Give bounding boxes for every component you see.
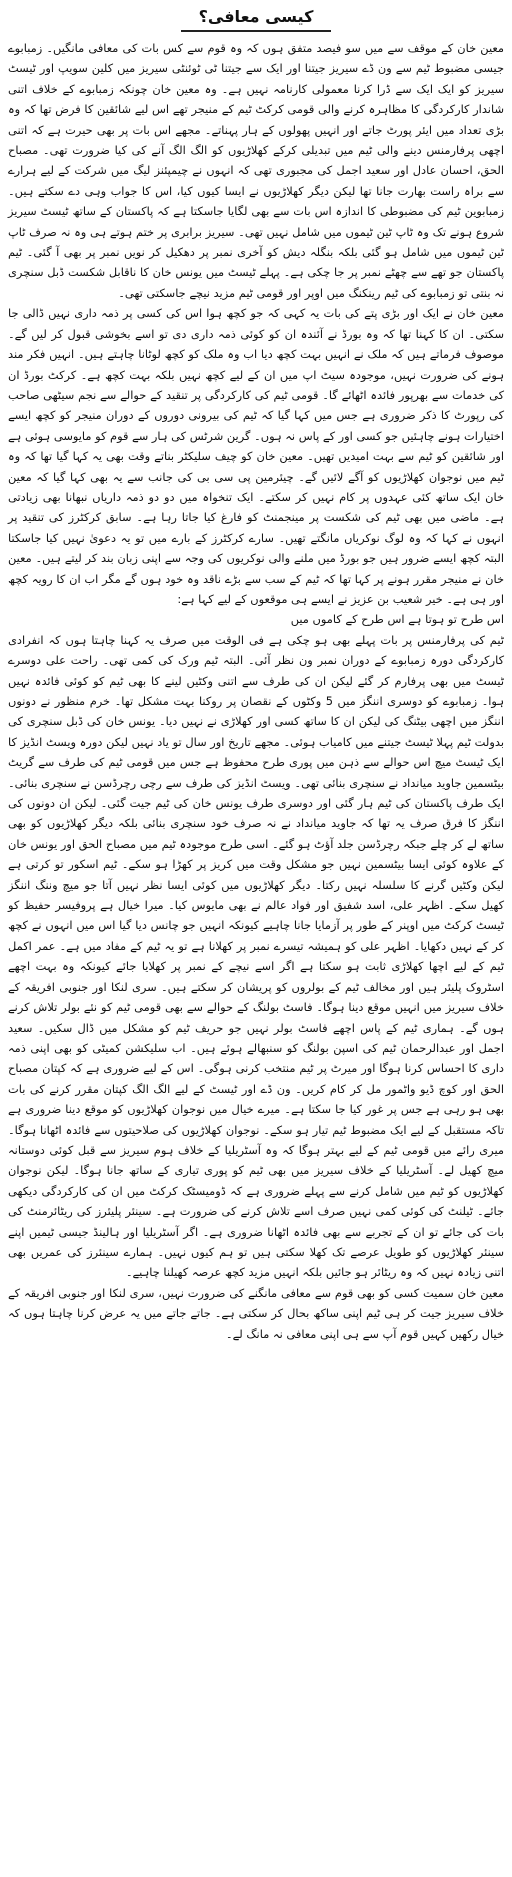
article-body [8,38,504,1344]
article-paragraph: معین خان کے موقف سے میں سو فیصد متفق ہوں کہ وہ قوم سے کس بات کی معافی مانگیں۔ زمبابوے جیسی مضبوط ٹیم سے ون ڈے سیریز جیتنا اور ایک سے جیتنا ٹی ٹوئنٹی سیریز میں کلین سویپ اور ٹیسٹ سیریز کو ایک ایک سے ڈرا کرنا معمولی کارنامہ نہیں ہے۔ وہ معین خان چونکہ زمبابوے کے خلاف اتنی شاندار کارکردگی کا مظاہرہ کرنے والی قومی کرکٹ ٹیم کے منیجر تھے اس لیے شائقین کا فرض تھا کہ وہ بڑی تعداد میں ایئر پورٹ جاتے اور انہیں پھولوں کے ہار پہناتے۔ مجھے اس بات پر بھی حیرت ہے کہ اتنی اچھی پرفارمنس دینے والی ٹیم میں تبدیلی کرکے کھلاڑیوں کو الگ الگ آنے کی کیا ضرورت تھی۔ مصباح الحق، احسان عادل اور سعید اجمل کی مجبوری تھی کہ انہوں نے چیمپئنز لیگ میں شرکت کے لیے ہرارے سے براہ راست بھارت جانا تھا لیکن دیگر کھلاڑیوں نے ایسا کیوں کیا، اس کا جواب وہی دے سکتے ہیں۔ زمبابوین ٹیم کی مضبوطی کا اندازہ اس بات سے بھی لگایا جاسکتا ہے کہ پاکستان کے ساتھ ٹیسٹ سیریز شروع ہونے تک وہ ٹاپ ٹین ٹیموں میں شامل نہیں تھی۔ سیریز برابری پر ختم ہوتے ہی وہ نہ صرف ٹاپ ٹین ٹیموں میں شامل ہو گئی بلکہ بنگلہ دیش کو آخری نمبر پر دھکیل کر نویں نمبر پر بھی آ گئی۔ ٹیم پاکستان جو تھے سے چھٹے نمبر پر جا چکی ہے۔ پہلے ٹیسٹ میں یونس خان کا ناقابل شکست ڈبل سنچری نہ بنتی تو زمبابوے کی ٹیم رینکنگ میں اوپر اور قومی ٹیم مزید نیچے جاسکتی تھی۔ [8,41,504,300]
article-paragraph: معین خان نے ایک اور بڑی پتے کی بات یہ کہی کہ جو کچھ ہوا اس کی کسی پر ذمہ داری نہیں ڈالی جا سکتی۔ ان کا کہنا تھا کہ وہ بورڈ نے آئندہ ان کو کوئی ذمہ داری دی تو اسے بخوشی قبول کر لیں گے۔ موصوف فرماتے ہیں کہ ملک نے انہیں بہت کچھ دیا اب وہ ملک کو کچھ لوٹانا چاہتے ہیں۔ انہیں فکر مند ہونے کی ضرورت نہیں، موجودہ سیٹ اپ میں ان کے لیے کچھ نہیں بلکہ بہت کچھ ہے۔ کرکٹ بورڈ ان کی خدمات سے بھرپور فائدہ اٹھائے گا۔ قومی ٹیم کی کارکردگی پر تنقید کے حوالے سے نجم سیٹھی صاحب کی رپورٹ کا ذکر ضروری ہے جس میں کہا گیا کہ ٹیم کی بیرونی دوروں کے دوران منیجر کو کچھ ایسے اختیارات ہونے چاہئیں جو کسی اور کے پاس نہ ہوں۔ گرین شرٹس کی ہار سے قوم کو مایوسی ہوئی ہے اور شائقین کو ٹیم سے بہت امیدیں تھیں۔ معین خان کو چیف سلیکٹر بناتے وقت بھی یہ کہا گیا تھا کہ وہ ٹیم میں نوجوان کھلاڑیوں کو آگے لائیں گے۔ چیئرمین پی سی بی کی جانب سے یہ بھی کہا گیا کہ معین خان ایک ساتھ کئی عہدوں پر کام نہیں کر سکتے۔ ایک تنخواہ میں دو دو ذمہ داریاں نبھانا بھی زیادتی ہے۔ ماضی میں بھی ٹیم کی شکست پر مینجمنٹ کو فارغ کیا جاتا رہا ہے۔ سابق کرکٹرز کی تنقید پر انہوں نے کہا کہ وہ لوگ نوکریاں مانگتے تھیں۔ سارے کرکٹرز کے بارے میں تو یہ دعویٰ نہیں کیا جاسکتا البتہ کچھ ایسے ضرور ہیں جو بورڈ میں ملنے والی نوکریوں کی وجہ سے اپنی زبان بند کر لیتے ہیں۔ معین خان نے منیجر مقرر ہونے پر کہا تھا کہ ٹیم کے سب سے بڑے ناقد وہ خود ہوں گے مگر اب ان کا رویہ کچھ اور ہی ہے۔ خیر شعیب بن عزیز نے ایسے ہی موقعوں کے لیے کہا ہے: [8,306,504,606]
article-paragraph: ٹیم کی پرفارمنس پر بات پہلے بھی ہو چکی ہے فی الوقت میں صرف یہ کہنا چاہتا ہوں کہ انفرادی کارکردگی دورہ زمبابوے کے دوران نمبر ون نظر آئی۔ البتہ ٹیم ورک کی کمی تھی۔ راحت علی دوسرے ٹیسٹ میں بھی پرفارم کر گئے لیکن ان کی طرف سے اتنی وکٹیں لینے کا بھی ٹیم کو کوئی فائدہ نہیں ہوا۔ زمبابوے کو دوسری اننگز میں 5 وکٹوں کے نقصان پر روکنا بہت مشکل تھا۔ خرم منظور نے دونوں اننگز میں اچھی بیٹنگ کی لیکن ان کا ساتھ کسی اور کھلاڑی نے نہیں دیا۔ یونس خان کی ڈبل سنچری کی بدولت ٹیم پہلا ٹیسٹ جیتنے میں کامیاب ہوئی۔ مجھے تاریخ اور سال تو یاد نہیں لیکن دورہ ویسٹ انڈیز کا ایک ٹیسٹ میچ اس حوالے سے ذہن میں پوری طرح محفوظ ہے جس میں قومی ٹیم کی طرف سے گریٹ بیٹسمین جاوید میانداد نے سنچری بنائی تھی۔ ویسٹ انڈیز کی طرف سے رچی رچرڈسن نے سنچری بنائی۔ ایک طرف پاکستان کی ٹیم ہار گئی اور دوسری طرف یونس خان کی ٹیم جیت گئی۔ لیکن ان دونوں کی اننگز کا فرق صرف یہ تھا کہ جاوید میانداد نے نہ صرف خود سنچری بنائی بلکہ دیگر کھلاڑیوں کو بھی ساتھ لے کر چلے جبکہ رچرڈسن جلد آؤٹ ہو گئے۔ اسی طرح موجودہ ٹیم میں مصباح الحق اور یونس خان کے علاوہ کوئی ایسا بیٹسمین نہیں جو مشکل وقت میں کریز پر کھڑا ہو سکے۔ ٹیم اسکور تو کرتی ہے لیکن وکٹیں گرنے کا سلسلہ نہیں رکتا۔ دیگر کھلاڑیوں میں کوئی ایسا نظر نہیں آتا جو میچ وننگ اننگز کھیل سکے۔ اظہر علی، اسد شفیق اور فواد عالم نے بھی مایوس کیا۔ میرا خیال ہے پروفیسر حفیظ کو ٹیسٹ کرکٹ میں اوپنر کے طور پر آزمایا جانا چاہیے کیونکہ انہیں جو چانس دیا گیا اس میں انہوں نے کچھ کر کے نہیں دکھایا۔ اظہر علی کو ہمیشہ تیسرے نمبر پر کھلانا ہے تو یہ ٹیم کے مفاد میں ہے۔ عمر اکمل ٹیم کے لیے اچھا کھلاڑی ثابت ہو سکتا ہے اگر اسے نیچے کے نمبر پر کھلایا جائے کیونکہ وہ بہت اچھے اسٹروک پلیئر ہیں اور مخالف ٹیم کے بولروں کو پریشان کر سکتے ہیں۔ سری لنکا اور جنوبی افریقہ کے خلاف سیریز میں انہیں موقع دینا ہوگا۔ فاسٹ بولنگ کے حوالے سے بھی قومی ٹیم کو نئے بولر تلاش کرنے ہوں گے۔ ہماری ٹیم کے پاس اچھے فاسٹ بولر نہیں جو حریف ٹیم کو مشکل میں ڈال سکیں۔ سعید اجمل اور عبدالرحمان ٹیم کی اسپن بولنگ کو سنبھالے ہوئے ہیں۔ اب سلیکشن کمیٹی کو بھی اپنی ذمہ داری کا احساس کرنا ہوگا اور میرٹ پر ٹیم منتخب کرنی ہوگی۔ اس کے لیے ضروری ہے کہ کپتان مصباح الحق اور کوچ ڈیو واٹمور مل کر کام کریں۔ ون ڈے اور ٹیسٹ کے لیے الگ الگ کپتان مقرر کرنے کی بات بھی ہو رہی ہے جس پر غور کیا جا سکتا ہے۔ میرے خیال میں نوجوان کھلاڑیوں کو موقع دینا ضروری ہے تاکہ مستقبل کے لیے ایک مضبوط ٹیم تیار ہو سکے۔ نوجوان کھلاڑیوں کی صلاحیتوں سے فائدہ اٹھانا ہوگا۔ میری رائے میں قومی ٹیم کے لیے بہتر ہوگا کہ وہ آسٹریلیا کے خلاف ہوم سیریز سے قبل کوئی دوستانہ میچ کھیل لے۔ آسٹریلیا کے خلاف سیریز میں بھی ٹیم کو پوری تیاری کے ساتھ جانا ہوگا۔ لیکن نوجوان کھلاڑیوں کو ٹیم میں شامل کرنے سے پہلے ضروری ہے کہ ڈومیسٹک کرکٹ میں ان کی کارکردگی دیکھی جائے۔ ٹیلنٹ کی کوئی کمی نہیں صرف اسے تلاش کرنے کی ضرورت ہے۔ سینئر پلیئرز کی ریٹائرمنٹ کی بات کی جائے تو ان کے تجربے سے بھی فائدہ اٹھانا ضروری ہے۔ اگر آسٹریلیا اور ہالینڈ جیسی ٹیمیں اپنے سینئر کھلاڑیوں کو طویل عرصے تک کھلا سکتی ہیں تو ہم کیوں نہیں۔ ہمارے سینئرز کی عمریں بھی اتنی زیادہ نہیں کہ وہ ریٹائر ہو جائیں بلکہ انہیں مزید کچھ عرصہ کھیلنا چاہیے۔ [8,632,504,1280]
title-underline [181,30,331,32]
article-paragraph: معین خان سمیت کسی کو بھی قوم سے معافی مانگنے کی ضرورت نہیں، سری لنکا اور جنوبی افریقہ کے خلاف سیریز جیت کر ہی ٹیم اپنی ساکھ بحال کر سکتی ہے۔ جاتے جاتے میں یہ عرض کرنا چاہتا ہوں کہ خیال رکھیں کہیں قوم آپ سے ہی اپنی معافی نہ مانگ لے۔ [8,1285,504,1341]
poetry-line: اس طرح تو ہوتا ہے اس طرح کے کاموں میں [290,612,504,627]
article-title: کیسی معافی؟ [198,7,314,26]
